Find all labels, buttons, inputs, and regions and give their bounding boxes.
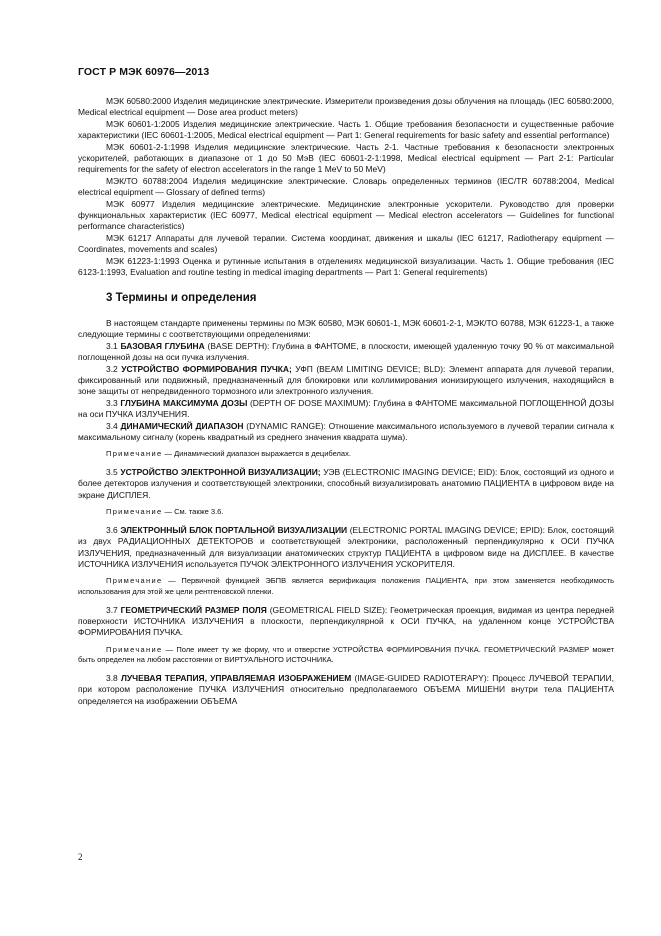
term-definition: (DEPTH OF DOSE MAXIMUM): Глубина в ФАНТОМЕ максимальной ПОГЛОЩЕННОЙ ДОЗЫ на оси ПУЧКА ИЗЛУЧЕНИЯ. bbox=[78, 397, 614, 420]
term-definition: (IMAGE-GUIDED RADIOTERAPY): Процесс ЛУЧЕВОЙ ТЕРАПИИ, при котором расположение ПУЧКА ИЗЛУЧЕНИЯ относительно предполагаемого ОБЪЕМА МИШЕНИ внутри тела ПАЦИЕНТА определяется на изображении ОБЪЕМА bbox=[78, 673, 614, 706]
term-number: 3.6 bbox=[106, 524, 118, 535]
term-number: 3.2 bbox=[106, 363, 118, 374]
term-3-2 bbox=[78, 364, 614, 398]
note-label: Примечание bbox=[106, 644, 163, 654]
term-3-6 bbox=[78, 525, 614, 571]
note-label: Примечание bbox=[106, 507, 163, 517]
reference-item: МЭК 60977 Изделия медицинские электрические. Медицинские электронные ускорители. Руководство для проверки функциональных характеристик (IEC 60977, Medical electrical equipment — Medical electron accelerators — Guidelines for functional performance characteristics) bbox=[78, 198, 614, 232]
term-number: 3.1 bbox=[106, 340, 118, 351]
term-name: ЭЛЕКТРОННЫЙ БЛОК ПОРТАЛЬНОЙ ВИЗУАЛИЗАЦИИ bbox=[120, 524, 348, 535]
term-name: ЛУЧЕВАЯ ТЕРАПИЯ, УПРАВЛЯЕМАЯ ИЗОБРАЖЕНИЕМ bbox=[120, 673, 352, 683]
standard-header: ГОСТ Р МЭК 60976—2013 bbox=[78, 66, 210, 78]
term-definition: (DYNAMIC RANGE): Отношение максимального используемого в лучевой терапии сигнала к максимальному сигналу (корень квадратный из среднего значения квадрата шума). bbox=[78, 420, 614, 442]
reference-item: МЭК 60601-2-1:1998 Изделия медицинские электрические. Часть 2-1. Частные требования к безопасности электронных ускорителей, работающих в диапазоне от 1 до 50 МэВ (IEC 60601-2-1:1998, Medical electrical equipment — Part 2-1: Particular requirements for the safety of electron accelerators in the range 1 MeV to 50 MeV) bbox=[78, 141, 614, 175]
term-3-8 bbox=[78, 673, 614, 707]
term-name: УСТРОЙСТВО ЭЛЕКТРОННОЙ ВИЗУАЛИЗАЦИИ; bbox=[120, 466, 321, 477]
section-intro: В настоящем стандарте применены термины по МЭК 60580, МЭК 60601-1, МЭК 60601-2-1, МЭК/ТО 60788, МЭК 61223-1, а также следующие термины с соответствующими определениями: bbox=[78, 317, 614, 340]
term-name: БАЗОВАЯ ГЛУБИНА bbox=[120, 340, 205, 351]
term-3-4 bbox=[78, 421, 614, 444]
reference-item: МЭК/ТО 60788:2004 Изделия медицинские электрические. Словарь определенных терминов (IEC/TR 60788:2004, Medical electrical equipment — Glossary of defined terms) bbox=[78, 175, 614, 198]
term-definition: (BASE DEPTH): Глубина в ФАНТОМЕ, в плоскости, имеющей удаленную точку 90 % от максимальной поглощенной дозы на оси пучка излучения. bbox=[78, 340, 614, 363]
term-3-1 bbox=[78, 341, 614, 364]
term-definition: УЭВ (ELECTRONIC IMAGING DEVICE; EID): Блок, состоящий из одного и более детекторов излучения и соответствующей электроники, способный визуализировать анатомию ПАЦИЕНТА в цифровом виде на экране ДИСПЛЕЯ. bbox=[78, 466, 614, 500]
note-text: — Поле имеет ту же форму, что и отверстие УСТРОЙСТВА ФОРМИРОВАНИЯ ПУЧКА. ГЕОМЕТРИЧЕСКИЙ РАЗМЕР может быть определен на любом расстоянии от ВИРТУАЛЬНОГО ИСТОЧНИКА. bbox=[78, 644, 614, 665]
term-name: ДИНАМИЧЕСКИЙ ДИАПАЗОН bbox=[120, 420, 244, 431]
note-text: — См. также 3.6. bbox=[162, 507, 224, 517]
page-number: 2 bbox=[78, 852, 83, 862]
term-definition: (ELECTRONIC PORTAL IMAGING DEVICE; EPID): Блок, состоящий из двух РАДИАЦИОННЫХ ДЕТЕКТОРОВ и соответствующей электроники, расположенный перпендикулярно к ОСИ ПУЧКА ИЗЛУЧЕНИЯ, предназначенный для визуализации анатомических структур ПАЦИЕНТА в цифровом виде на ДИСПЛЕЕ. В качестве ИСТОЧНИКА ИЗЛУЧЕНИЯ используется ПУЧОК ЭЛЕКТРОННОГО ИЗЛУЧЕНИЯ УСКОРИТЕЛЯ. bbox=[78, 524, 614, 569]
term-3-5 bbox=[78, 467, 614, 501]
note-3-7 bbox=[78, 645, 614, 666]
note-3-4 bbox=[78, 449, 614, 460]
note-text: — Первичной функцией ЭБПВ является верификация положения ПАЦИЕНТА, при этом заменяется необходимость использования для этой же цели рентгеновской пленки. bbox=[78, 576, 614, 596]
term-number: 3.5 bbox=[106, 466, 118, 477]
term-number: 3.7 bbox=[106, 604, 118, 615]
page-content bbox=[78, 96, 614, 707]
reference-item: МЭК 60601-1:2005 Изделия медицинские электрические. Часть 1. Общие требования безопасности и существенные рабочие характеристики (IEC 60601-1:2005, Medical electrical equipment — Part 1: General requirements for basic safety and essential performance) bbox=[78, 118, 614, 141]
term-name: ГЕОМЕТРИЧЕСКИЙ РАЗМЕР ПОЛЯ bbox=[120, 604, 267, 615]
term-number: 3.4 bbox=[106, 420, 118, 431]
reference-item: МЭК 60580:2000 Изделия медицинские электрические. Измерители произведения дозы облучения на площадь (IEC 60580:2000, Medical electrical equipment — Dose area product meters) bbox=[78, 96, 614, 118]
note-text: — Динамический диапазон выражается в децибелах. bbox=[162, 449, 351, 459]
note-3-6 bbox=[78, 576, 614, 597]
term-definition: (GEOMETRICAL FIELD SIZE): Геометрическая проекция, видимая из центра передней поверхности ИСТОЧНИКА ИЗЛУЧЕНИЯ в плоскости, перпендикулярной к ОСИ ПУЧКА, на удаленном конце УСТРОЙСТВА ФОРМИРОВАНИЯ ПУЧКА. bbox=[78, 604, 614, 638]
term-number: 3.3 bbox=[106, 397, 118, 408]
note-label: Примечание bbox=[106, 576, 163, 586]
note-label: Примечание bbox=[106, 449, 163, 459]
reference-item: МЭК 61223-1:1993 Оценка и рутинные испытания в отделениях медицинской визуализации. Часть 1. Общие требования (IEC 6123-1:1993, Evaluation and routine testing in medical imaging departments — Part 1: General requirements) bbox=[78, 255, 614, 278]
term-3-3 bbox=[78, 398, 614, 421]
note-3-5 bbox=[78, 507, 614, 518]
term-3-7 bbox=[78, 605, 614, 639]
term-name: ГЛУБИНА МАКСИМУМА ДОЗЫ bbox=[120, 397, 248, 408]
term-definition: УФП (BEAM LIMITING DEVICE; BLD): Элемент аппарата для лучевой терапии, фиксированный или подвижный, предназначенный для блокировки или коллимирования ионизирующего излучения, находящийся в зоне защиты от непредвиденного тормозного или электронного излучения. bbox=[78, 363, 614, 397]
reference-item: МЭК 61217 Аппараты для лучевой терапии. Система координат, движения и шкалы (IEC 61217, Radiotherapy equipment — Coordinates, movements and scales) bbox=[78, 232, 614, 255]
term-number: 3.8 bbox=[106, 673, 118, 683]
term-name: УСТРОЙСТВО ФОРМИРОВАНИЯ ПУЧКА; bbox=[121, 363, 292, 374]
section-heading: 3 Термины и определения bbox=[106, 291, 257, 304]
